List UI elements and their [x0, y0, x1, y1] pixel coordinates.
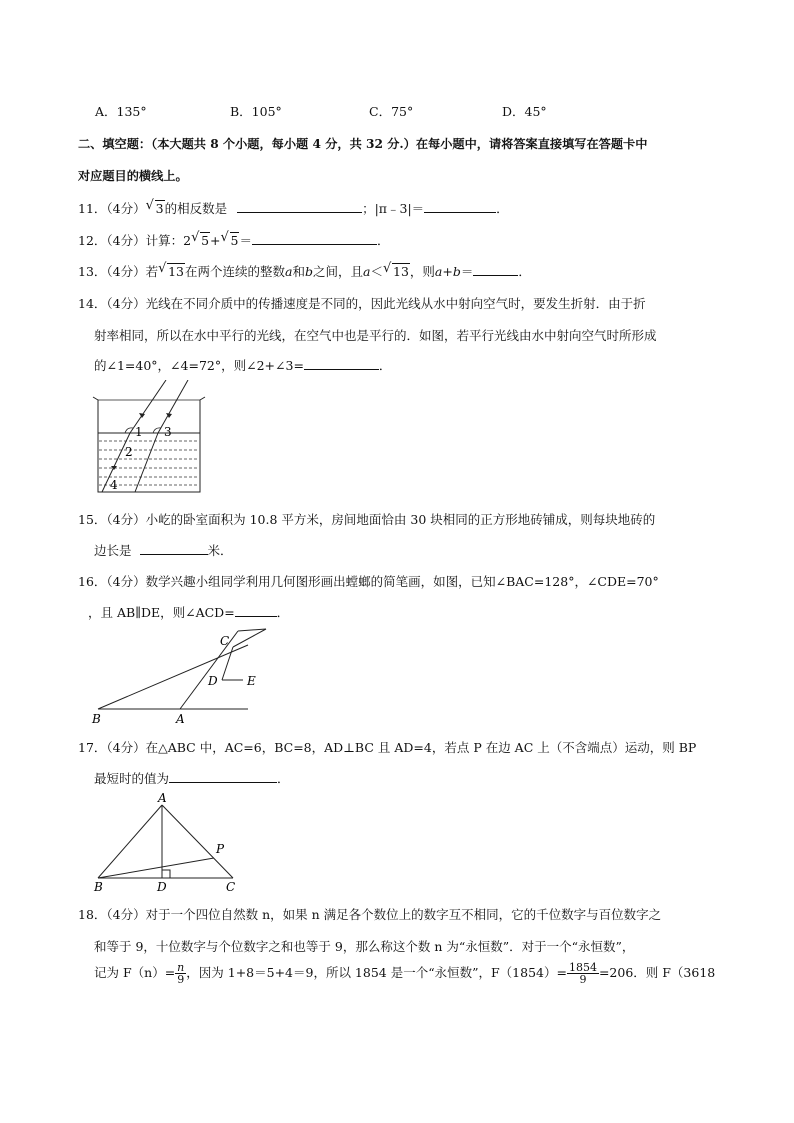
sqrt-symbol: √ 13	[383, 261, 409, 279]
angle-label-3: 3	[164, 425, 172, 439]
option-a: A．135°	[95, 104, 147, 119]
mantis-figure	[88, 625, 268, 725]
sqrt-symbol: √ 3	[145, 198, 164, 216]
beaker-figure	[90, 380, 230, 495]
point-b-label: B	[94, 880, 103, 894]
point-a-label: A	[176, 712, 185, 725]
segment-bp	[98, 858, 214, 878]
point-b-label: B	[92, 712, 101, 725]
point-p-label: P	[216, 842, 225, 856]
question-14-line3: 的∠1=40°，∠4=72°，则∠2+∠3= ．	[94, 358, 392, 373]
angle-label-2: 2	[125, 445, 133, 459]
answer-blank[interactable]	[140, 542, 208, 555]
question-15-line2: 边长是 米．	[94, 543, 233, 558]
option-d: D．45°	[502, 104, 547, 119]
section-heading: 二、填空题：（本大题共 8 个小题，每小题 4 分，共 32 分.）在每小题中，请将答案直接填写在答题卡中	[78, 137, 648, 151]
question-14-line1: 14．（4分）光线在不同介质中的传播速度是不同的，因此光线从水中射向空气时，要发生折射．由于折	[78, 296, 646, 311]
question-18-line2: 和等于 9，十位数字与个位数字之和也等于 9，那么称这个数 n 为“永恒数”．对于一个“永恒数”，	[94, 939, 635, 954]
option-b: B．105°	[230, 104, 282, 119]
side-ab	[98, 805, 162, 878]
question-16-line2: ，且 AB∥DE，则∠ACD= ．	[88, 605, 290, 620]
sqrt-symbol: √ 5	[191, 230, 210, 248]
question-18-line3: 记为 F（n）= $\frac{n}{9}$ ，因为 1+8＝5+4＝9，所以 1854 是一个“永恒数”，F（1854）= $\frac{1854}{9}$ =206．则 F（3618	[94, 961, 716, 986]
arrow-icon	[139, 413, 145, 418]
answer-blank[interactable]	[473, 263, 518, 276]
question-17-line1: 17．（4分）在△ABC 中，AC=6，BC=8，AD⊥BC 且 AD=4，若点 P 在边 AC 上（不含端点）运动，则 BP	[78, 740, 697, 755]
sqrt-symbol: √ 5	[220, 230, 239, 248]
fraction: $\frac{1854}{9}$	[568, 961, 597, 986]
question-16-line1: 16．（4分）数学兴趣小组同学利用几何图形画出螳螂的简笔画，如图，已知∠BAC=128°，∠CDE=70°	[78, 574, 659, 589]
answer-blank[interactable]	[235, 604, 277, 617]
q11-number: 11．（4分）	[78, 201, 146, 216]
point-a-label: A	[158, 791, 167, 805]
question-14-line2: 射率相同，所以在水中平行的光线，在空气中也是平行的．如图，若平行光线由水中射向空气时所形成	[94, 328, 657, 343]
line-cd	[222, 647, 233, 680]
triangle-figure	[88, 790, 248, 895]
option-c: C．75°	[369, 104, 414, 119]
point-d-label: D	[208, 674, 218, 688]
answer-blank[interactable]	[424, 200, 496, 213]
section-heading-cont: 对应题目的横线上。	[78, 169, 188, 183]
question-11: 11．（4分） √ 3的相反数是 ；|π﹣3|＝ ．	[78, 198, 509, 216]
angle-label-4: 4	[110, 478, 118, 492]
light-ray-2	[135, 433, 158, 492]
sqrt-symbol: √ 13	[158, 261, 185, 279]
question-17-line2: 最短时的值为 ．	[94, 771, 290, 786]
right-angle-mark	[162, 870, 170, 878]
point-c-label: C	[226, 880, 236, 894]
answer-blank[interactable]	[252, 232, 377, 245]
question-15-line1: 15．（4分）小屹的卧室面积为 10.8 平方米，房间地面恰由 30 块相同的正方形地砖铺成，则每块地砖的	[78, 512, 656, 527]
line-bc	[98, 645, 248, 709]
answer-blank[interactable]	[237, 200, 362, 213]
question-13: 13．（4分）若 √ 13在两个连续的整数a和b之间，且a＜ √ 13，则a+b＝ ．	[78, 261, 531, 279]
point-c-label: C	[220, 634, 230, 648]
light-ray-2-air	[158, 380, 188, 433]
question-12: 12．（4分）计算：2 √ 5+ √ 5＝ ．	[78, 230, 390, 248]
question-18-line1: 18．（4分）对于一个四位自然数 n，如果 n 满足各个数位上的数字互不相同，它的千位数字与百位数字之	[78, 907, 662, 922]
angle-label-1: 1	[135, 425, 143, 439]
answer-blank[interactable]	[304, 357, 379, 370]
point-e-label: E	[247, 674, 256, 688]
point-d-label: D	[157, 880, 167, 894]
fraction: $\frac{n}{9}$	[177, 961, 185, 986]
answer-blank[interactable]	[169, 770, 277, 783]
